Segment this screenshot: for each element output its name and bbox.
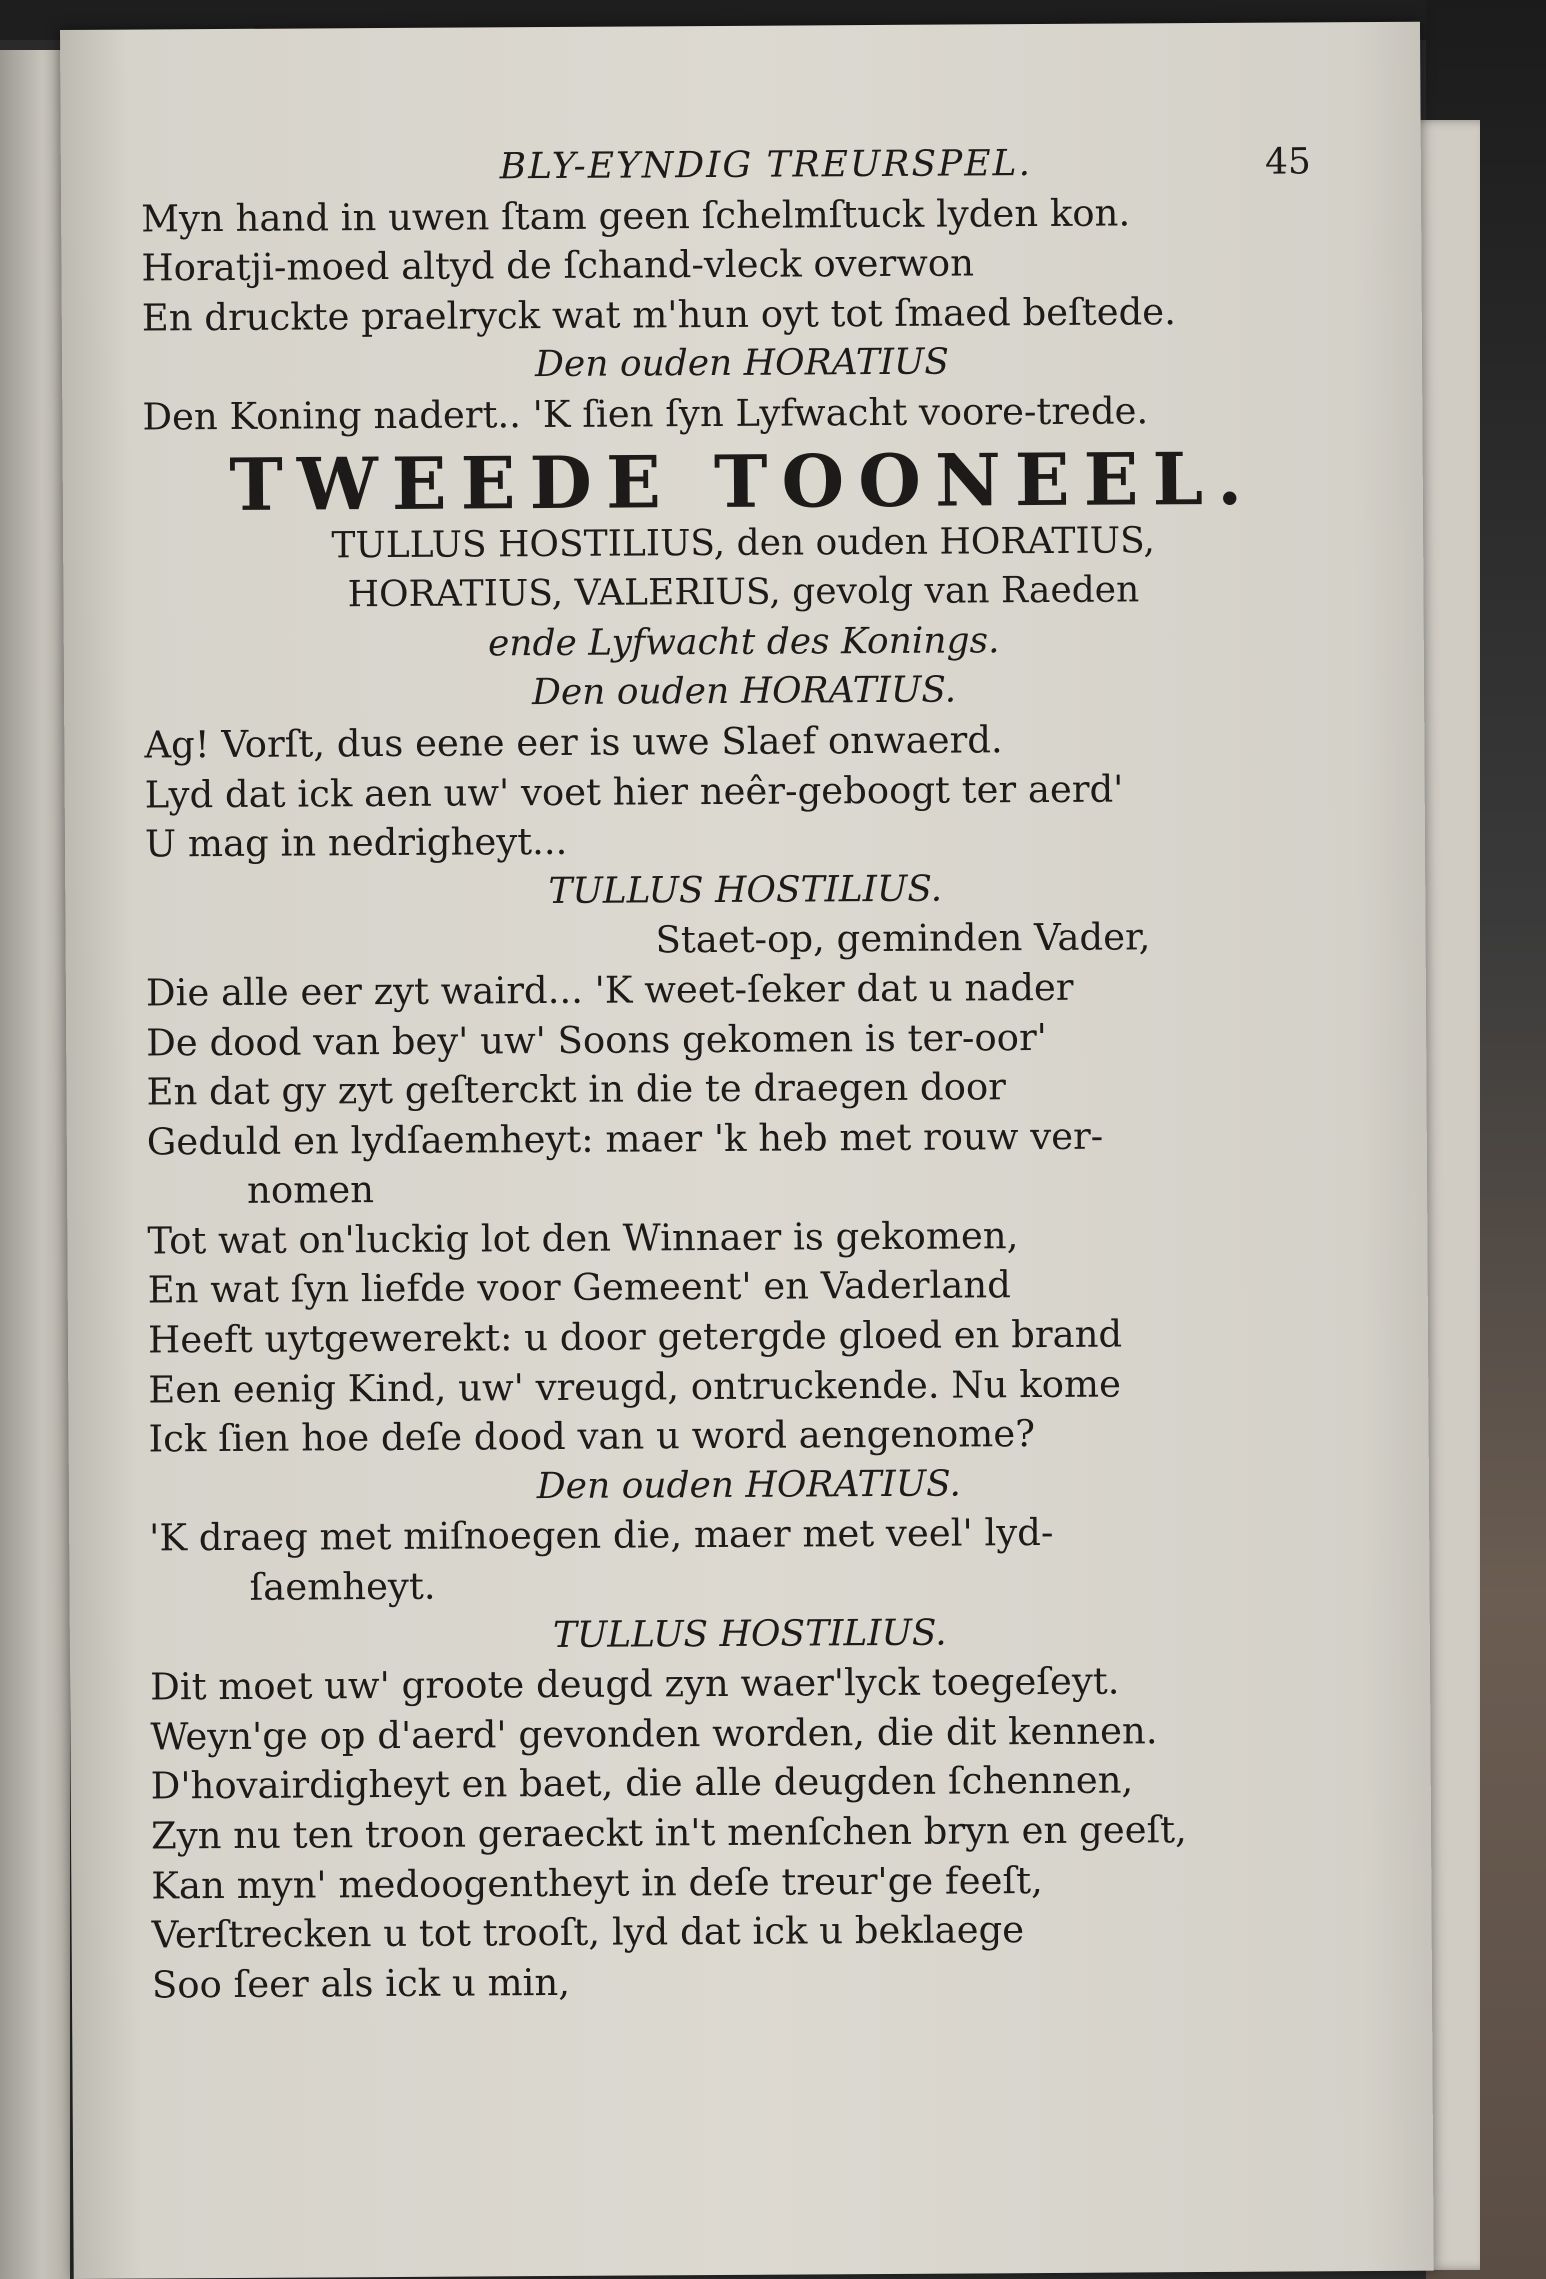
speaker-heading: TULLUS HOSTILIUS. [548,868,943,912]
verse-line: Dit moet uw' groote deugd zyn waer'lyck toegeſeyt. [149,1659,1120,1709]
facing-page-edge [0,50,70,2279]
verse-line: ſaemheyt. [249,1564,436,1609]
scene-title: TWEEDE TOONEEL. [229,435,1257,527]
book-page [60,22,1434,2279]
verse-line: Kan myn' medoogentheyt in deſe treur'ge feeſt, [151,1858,1043,1908]
verse-line: En druckte praelryck wat m'hun oyt tot ſmaed beſtede. [141,289,1177,340]
speaker-heading: TULLUS HOSTILIUS. [552,1612,947,1656]
cast-list-line: ende Lyfwacht des Konings. [487,620,1000,665]
verse-line: Weyn'ge op d'aerd' gevonden worden, die dit kennen. [150,1709,1158,1759]
cast-list-line: HORATIUS, VALERIUS, gevolg van Raeden [347,569,1140,616]
verse-line: nomen [246,1168,375,1213]
verse-line: Staet-op, geminden Vader, [655,915,1151,962]
verse-line: Den Koning nadert.. 'K ſien ſyn Lyfwacht voore-trede. [142,389,1149,439]
running-head [141,137,1341,194]
verse-line: Lyd dat ick aen uw' voet hier neêr-geboogt ter aerd' [144,767,1124,817]
verse-line: Tot wat on'luckig lot den Winnaer is gekomen, [147,1214,1019,1263]
verse-line: U mag in nedrigheyt... [144,820,568,866]
verse-line: De dood van bey' uw' Soons gekomen is ter-oor' [146,1015,1047,1064]
verse-line: D'hovairdigheyt en baet, die alle deugden ſchennen, [150,1758,1134,1808]
verse-line: En wat ſyn liefde voor Gemeent' en Vaderland [147,1263,1011,1312]
verse-line: Een eenig Kind, uw' vreugd, ontruckende. Nu kome [148,1362,1122,1412]
speaker-heading: Den ouden HORATIUS. [531,669,957,714]
verse-line: 'K draeg met miſnoegen die, maer met veel' lyd- [149,1511,1054,1560]
verse-line: Geduld en lydſaemheyt: maer 'k heb met rouw ver- [146,1114,1104,1164]
verse-line: En dat gy zyt geſterckt in die te draegen door [146,1065,1007,1114]
running-head-title: BLY-EYNDIG TREURSPEL. [499,143,1033,188]
verse-line: Zyn nu ten troon geraeckt in't menſchen bryn en geeſt, [150,1808,1187,1858]
verse-line: Myn hand in uwen ſtam geen ſchelmſtuck lyden kon. [141,191,1131,241]
speaker-heading: Den ouden HORATIUS [534,341,950,386]
verse-line: Verſtrecken u tot trooſt, lyd dat ick u beklaege [151,1908,1025,1957]
cast-list-line: TULLUS HOSTILIUS, den ouden HORATIUS, [331,519,1155,566]
verse-line: Horatji-moed altyd de ſchand-vleck overwon [141,241,975,290]
page-text [141,137,1352,2010]
verse-line: Ag! Vorſt, dus eene eer is uwe Slaef onwaerd. [144,718,1003,767]
speaker-heading: Den ouden HORATIUS. [536,1463,962,1507]
verse-line: Ick ſien hoe deſe dood van u word aengenome? [148,1412,1036,1461]
verse-line: Die alle eer zyt waird... 'K weet-ſeker dat u nader [145,965,1074,1015]
page-number: 45 [1264,141,1311,183]
verse-line: Heeft uytgewerekt: u door getergde gloed en brand [147,1312,1123,1362]
verse-line: Soo ſeer als ick u min, [151,1960,571,2007]
